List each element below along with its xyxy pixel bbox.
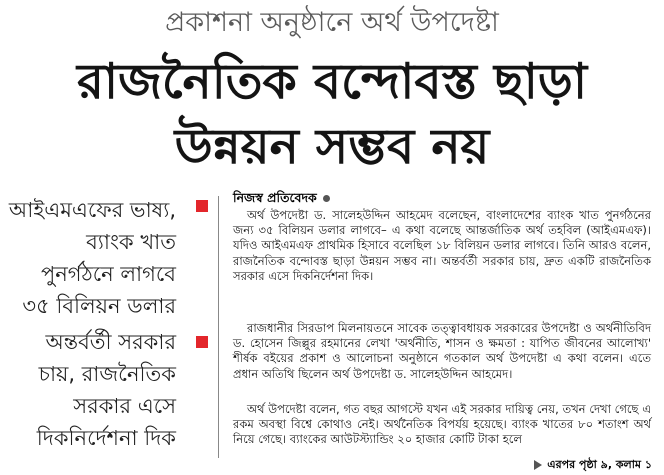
headline-line-2: উন্নয়ন সম্ভব নয়	[174, 118, 490, 175]
byline-text: নিজস্ব প্রতিবেদক	[233, 190, 317, 205]
column-divider	[218, 196, 219, 458]
body-paragraph-3: অর্থ উপদেষ্টা বলেন, গত বছর আগস্টে যখন এই সরকার দায়িত্ব নেয়, তখন দেখা গেছে এ রকম অবস্থা বিশ্বে কোথাও নেই। অর্থনৈতিক বিপর্যয় হয়েছে। ব্যাংক খাতের ৮০ শতাংশ অর্থ নিয়ে গেছে। ব্যাংকের আউটস্ট্যান্ডিং ২০ হাজার কোটি টাকা হলে	[233, 402, 651, 447]
continuation-text: এরপর পৃষ্ঠা ৯, কলাম ১	[547, 458, 652, 471]
red-square-icon	[196, 200, 208, 212]
sidebar-quote-2: অন্তর্বর্তী সরকার চায়, রাজনৈতিক সরকার এসে দিকনির্দেশনা দিক	[36, 330, 176, 450]
byline	[233, 190, 330, 210]
red-square-icon	[196, 336, 208, 348]
headline-line-1: রাজনৈতিক বন্দোবস্ত ছাড়া	[76, 53, 588, 110]
kicker: প্রকাশনা অনুষ্ঠানে অর্থ উপদেষ্টা	[165, 7, 499, 38]
body-paragraph-2: রাজধানীর সিরডাপ মিলনায়তনে সাবেক তত্ত্বাবধায়ক সরকারের উপদেষ্টা ও অর্থনীতিবিদ ড. হোসেন জিল্লুর রহমানের লেখা 'অর্থনীতি, শাসন ও ক্ষমতা : যাপিত জীবনের আলোখ্য' শীর্ষক বইয়ের প্রকাশ ও আলোচনা অনুষ্ঠানে গতকাল অর্থ উপদেষ্টা এ কথা বলেন। এতে প্রধান অতিথি ছিলেন অর্থ উপদেষ্টা ড. সালেহউদ্দিন আহমেদ।	[233, 321, 651, 381]
body-paragraph-1: অর্থ উপদেষ্টা ড. সালেহউদ্দিন আহমেদ বলেছেন, বাংলাদেশের ব্যাংক খাত পুনর্গঠনের জন্য ৩৫ বিলিয়ন ডলার লাগবে– এ কথা বলেছে আন্তর্জাতিক অর্থ তহবিল (আইএমএফ)। যদিও আইএমএফ প্রাথমিক হিসাবে বলেছিল ১৮ বিলিয়ন ডলার লাগবে। তিনি আরও বলেন, রাজনৈতিক বন্দোবস্ত ছাড়া উন্নয়ন সম্ভব না। অন্তর্বর্তী সরকার চায়, দ্রুত একটি রাজনৈতিক সরকার এসে দিকনির্দেশনা দিক।	[233, 208, 651, 283]
sidebar-quote-1: আইএমএফের ভাষ্য, ব্যাংক খাত পুনর্গঠনে লাগবে ৩৫ বিলিয়ন ডলার	[8, 198, 176, 318]
continuation-note	[534, 456, 652, 475]
bullet-dot-icon	[323, 195, 330, 202]
triangle-arrow-icon	[534, 460, 542, 470]
